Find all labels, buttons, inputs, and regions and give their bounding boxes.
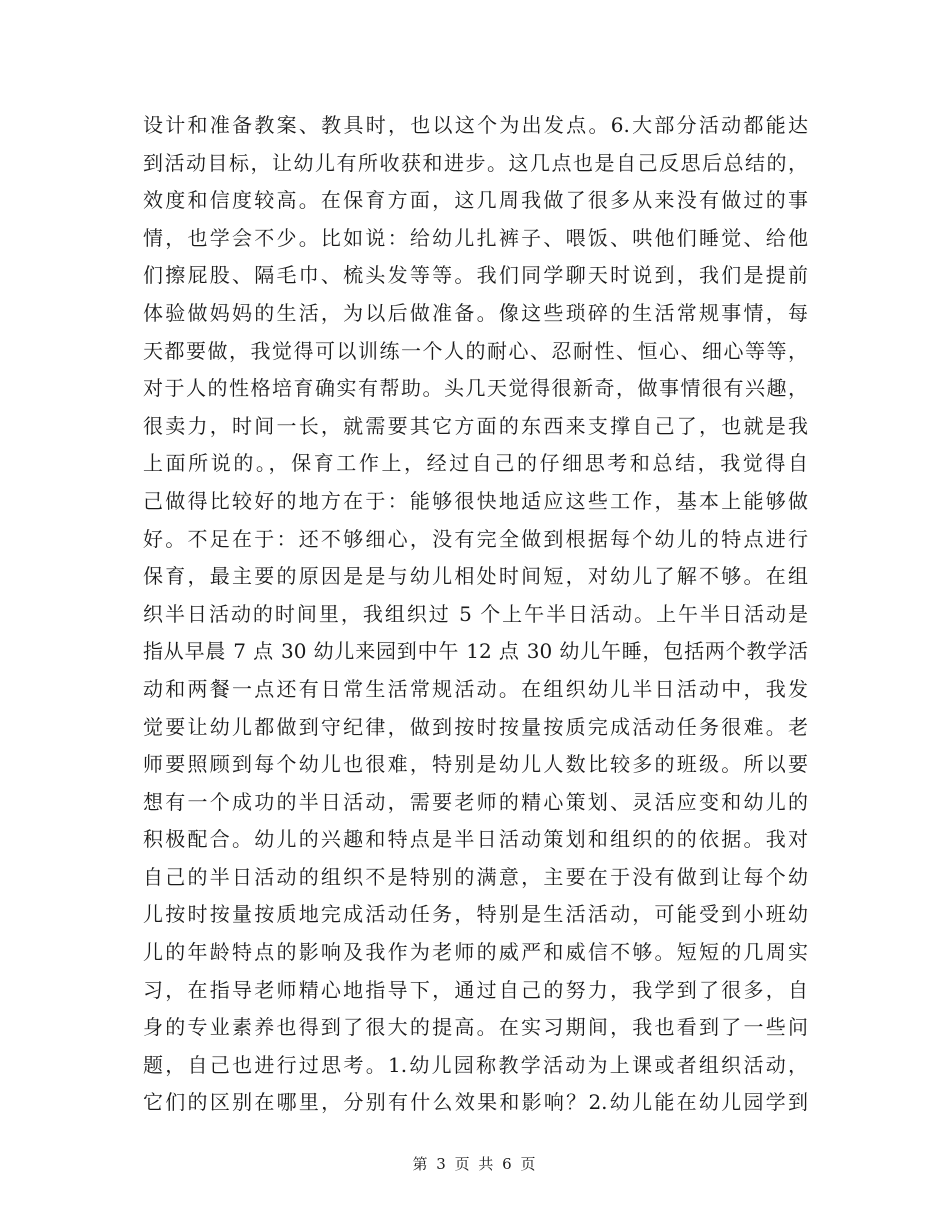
text-line: 指从早晨 7 点 30 幼儿来园到中午 12 点 30 幼儿午睡，包括两个教学活 bbox=[143, 639, 808, 664]
text-line: 己做得比较好的地方在于：能够很快地适应这些工作，基本上能够做 bbox=[143, 488, 808, 513]
text-line: 儿的年龄特点的影响及我作为老师的威严和威信不够。短短的几周实 bbox=[143, 940, 808, 965]
text-line: 保育，最主要的原因是是与幼儿相处时间短，对幼儿了解不够。在组 bbox=[143, 564, 808, 589]
text-line: 师要照顾到每个幼儿也很难，特别是幼儿人数比较多的班级。所以要 bbox=[143, 752, 808, 777]
text-line: 积极配合。幼儿的兴趣和特点是半日活动策划和组织的的依据。我对 bbox=[143, 827, 808, 852]
page-number-footer: 第 3 页 共 6 页 bbox=[412, 1155, 538, 1173]
text-line: 很卖力，时间一长，就需要其它方面的东西来支撑自己了，也就是我 bbox=[143, 413, 808, 438]
text-line: 织半日活动的时间里，我组织过 5 个上午半日活动。上午半日活动是 bbox=[143, 601, 808, 626]
text-line: 效度和信度较高。在保育方面，这几周我做了很多从来没有做过的事 bbox=[143, 188, 808, 213]
text-line: 们擦屁股、隔毛巾、梳头发等等。我们同学聊天时说到，我们是提前 bbox=[143, 263, 808, 288]
text-line: 设计和准备教案、教具时，也以这个为出发点。6.大部分活动都能达 bbox=[143, 113, 808, 137]
text-line: 自己的半日活动的组织不是特别的满意，主要在于没有做到让每个幼 bbox=[143, 864, 808, 889]
text-line: 天都要做，我觉得可以训练一个人的耐心、忍耐性、恒心、细心等等， bbox=[143, 338, 808, 363]
text-line: 到活动目标，让幼儿有所收获和进步。这几点也是自己反思后总结的， bbox=[143, 150, 808, 175]
text-line: 情，也学会不少。比如说：给幼儿扎裤子、喂饭、哄他们睡觉、给他 bbox=[143, 225, 808, 250]
text-line: 上面所说的。，保育工作上，经过自己的仔细思考和总结，我觉得自 bbox=[143, 451, 808, 476]
text-line: 觉要让幼儿都做到守纪律，做到按时按量按质完成活动任务很难。老 bbox=[143, 714, 808, 739]
text-line: 儿按时按量按质地完成活动任务，特别是生活活动，可能受到小班幼 bbox=[143, 902, 808, 927]
text-line: 它们的区别在哪里，分别有什么效果和影响？2.幼儿能在幼儿园学到 bbox=[143, 1090, 808, 1115]
text-line: 想有一个成功的半日活动，需要老师的精心策划、灵活应变和幼儿的 bbox=[143, 789, 808, 814]
text-line: 对于人的性格培育确实有帮助。头几天觉得很新奇，做事情很有兴趣， bbox=[143, 376, 808, 401]
text-line: 好。不足在于：还不够细心，没有完全做到根据每个幼儿的特点进行 bbox=[143, 526, 808, 551]
body-text bbox=[143, 107, 808, 1122]
text-line: 题，自己也进行过思考。1.幼儿园称教学活动为上课或者组织活动， bbox=[143, 1052, 808, 1077]
text-line: 体验做妈妈的生活，为以后做准备。像这些琐碎的生活常规事情，每 bbox=[143, 300, 808, 325]
text-line: 动和两餐一点还有日常生活常规活动。在组织幼儿半日活动中，我发 bbox=[143, 676, 808, 701]
text-line: 习，在指导老师精心地指导下，通过自己的努力，我学到了很多，自 bbox=[143, 977, 808, 1002]
text-line: 身的专业素养也得到了很大的提高。在实习期间，我也看到了一些问 bbox=[143, 1015, 808, 1040]
